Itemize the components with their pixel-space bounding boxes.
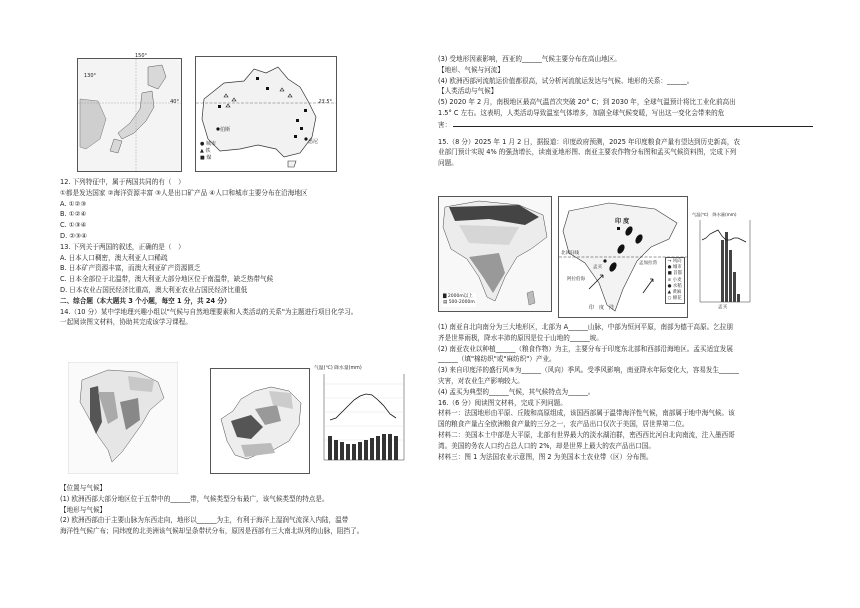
q15-questions (438, 322, 838, 462)
mumbai-label: 孟买 (718, 305, 728, 311)
australia-map-graphic (196, 57, 336, 171)
q15-part-3a: (3) 来自印度洋的盛行风⑤为______（风向）季风。受季风影响，南亚降水年际变化大，容易发生______ (438, 366, 739, 375)
sydney-label: 悉尼 (308, 139, 319, 145)
q13-option-a[interactable]: A. 日本人口稠密，澳大利亚人口稀疏 (60, 253, 168, 262)
q12-option-b[interactable]: B. ①②④ (60, 210, 87, 219)
q14-part-5c: 害： (438, 119, 838, 131)
q13-stem: 13. 下列关于两国的叙述，正确的是（ ） (60, 242, 185, 251)
legend-coal: ■ 煤 (200, 155, 212, 161)
japan-top-label: 150° (135, 53, 148, 59)
q14-continued (438, 54, 838, 169)
climate-axis-label: 气温(℃) 降水量(mm) (314, 366, 362, 371)
climate-graphic (312, 364, 414, 468)
answer-blank[interactable] (453, 119, 813, 127)
q16-material-3: 材料三：图 1 为法国农业示意图，图 2 为美国本土农业带（区）分布图。 (438, 452, 653, 461)
q16-material-2b: 湾。美国的务农人口约占总人口的 2%，却是世界上最大的农产品出口国。 (438, 441, 655, 450)
perth-label: 伯斯 (220, 127, 231, 133)
q16-material-1b: 国的粮食产量占全欧洲粮食产量的三分之一，农产品出口仅次于美国，居世界第二位。 (438, 420, 689, 429)
legend-iron: ▲ 铁 (200, 148, 211, 154)
q12-option-c[interactable]: C. ①③④ (60, 221, 87, 230)
q15-part-2b: ______（填"棉纺织"或"麻纺织"）产业。 (438, 355, 556, 364)
q14-text (60, 483, 430, 537)
europe-graphic (211, 369, 309, 473)
heading-terrain-river: 【地形、气候与河流】 (438, 65, 504, 74)
q12-items: ①都是发达国家 ②海洋资源丰富 ③人是出口矿产品 ④人口和城市主要分布在沿海地区 (60, 188, 308, 197)
label-tropic: 北回归线 (561, 251, 579, 256)
section-2-heading: 二、综合题（本大题共 3 个小题，每空 1 分，共 24 分） (60, 296, 231, 305)
north-america-map (68, 362, 178, 474)
australia-legend (200, 141, 216, 162)
label-ocean: 印 度 洋 (589, 305, 615, 311)
mumbai-climate-graphic (692, 210, 758, 316)
q14-stem-2: 一起阅读图文材料，协助其完成该学习课程。 (60, 318, 192, 327)
q14-part-2b: 海洋性气候广布；同纬度的北美洲该气候却呈条带状分布，原因是西部有三大南北纵列的山脉，阻挡了。 (60, 527, 364, 536)
q14-stem-1: 14.（10 分）某中学地理兴趣小组以"气候与自然地理要素和人类活动的关系"为主题进行项目化学习。 (60, 307, 358, 316)
q15-stem-2: 业部门预计实现 4% 的强劲增长，读南亚地形图、南亚主要农作物分布图和孟买气候资料图，完成下列 (438, 148, 737, 157)
q16-stem: 16.（6 分）阅读图文材料，完成下列问题。 (438, 398, 567, 407)
q14-part-5a: (5) 2020 年 2 月，南极地区最高气温首次突破 20° C；到 2030 年，全球气温预计将比工业化前高出 (438, 98, 736, 107)
q13-option-c[interactable]: C. 日本全部位于北温带，澳大利亚大部分地区位于南温带，缺乏热带气候 (60, 275, 274, 284)
q12-option-d[interactable]: D. ②③④ (60, 231, 88, 240)
q12-stem: 12. 下列特征中，属于两国共同的有（ ） (60, 178, 185, 186)
q15-part-2a: (2) 南亚农业以种植______（粮食作物）为主，主要分布于印度东北部和西部沿海地区。孟买适宜发展 (438, 344, 733, 353)
mumbai-climate-chart (692, 210, 758, 316)
label-bay: 孟加拉湾 (639, 261, 657, 266)
q15-part-1b: 齐是世界雨极，降水丰沛的原因是位于山地的______坡。 (438, 333, 603, 342)
q15-stem-3: 问题。 (438, 159, 458, 168)
label-arabian-sea: 阿拉伯海 (567, 277, 585, 282)
q13-option-b[interactable]: B. 日本矿产资源丰富，而澳大利亚矿产资源匮乏 (60, 264, 201, 273)
australia-map (195, 56, 337, 172)
q12-option-a[interactable]: A. ①②③ (60, 199, 87, 208)
heading-location-climate: 【位置与气候】 (60, 484, 107, 492)
q16-material-2a: 材料二：美国本土中部是大平原，北部有世界最大的淡水湖泊群，密西西比河自北向南流，注入墨西哥 (438, 430, 735, 439)
japan-map (77, 58, 182, 172)
q15-part-1a: (1) 南亚自北向南分为三大地形区，北部为 A______山脉，中部为恒河平原，南部为德干高原。乞拉朋 (438, 323, 733, 331)
q15-part-3b: 灾害，对农业生产影响较大。 (438, 376, 524, 385)
japan-lon-label: 130° (84, 73, 97, 79)
q12-block (60, 177, 430, 328)
south-asia-crop-map (558, 196, 688, 318)
q14-part-5b: 1.5° C 左右。这表明，人类活动导致温室气体增多，加剧全球气候变暖，写出这一变化会带来的危 (438, 108, 725, 117)
mumbai-axis-label: 气温(℃) 降水量(mm) (692, 212, 737, 217)
q16-material-1a: 材料一：法国地形由平原、丘陵和高原组成，该国西部属于温带海洋性气候，南部属于地中海气候。该 (438, 409, 735, 418)
q14-part-4: (4) 欧洲西部河流航运价值都很高，试分析河流航运发达与气候、地形的关系：______。 (438, 76, 694, 85)
label-india: 印 度 (615, 218, 630, 225)
japan-lat-label: 40° (170, 99, 179, 105)
label-mumbai: 孟买 (593, 265, 602, 270)
q15-stem-1: 15.（8 分）2025 年 1 月 2 日，据报道：印度政府预测，2025 年印度粮食产量有望达到历史新高，农 (438, 137, 741, 146)
north-america-graphic (68, 362, 178, 474)
south-asia-topo-map (438, 196, 552, 312)
europe-map (210, 368, 310, 474)
q14-part-2a: (2) 欧洲西部由于主要山脉为东西走向，地形以______为主，有利于海洋上湿润气流深入内陆，温带 (60, 516, 349, 525)
crop-legend: → 风向 ● 城市 ■ 首都 ≋ 小麦 ● 水稻 ▲ 黄麻 ○ 棉花 (665, 257, 685, 304)
q15-part-4: (4) 孟买为典型的______气候，其气候特点为______。 (438, 387, 595, 396)
heading-human-climate: 【人类活动与气候】 (438, 87, 498, 96)
tropic-label: 23.5° (318, 99, 332, 105)
climate-chart (312, 364, 414, 468)
legend-city: ● 城市 (200, 141, 216, 147)
q14-part-1: (1) 欧洲西部大部分地区位于五带中的______带，气候类型分布最广，该气候类型的特点是。 (60, 494, 329, 503)
topo-legend: ▇ 2000m以上 ▤ 500-2000m (443, 294, 475, 305)
q13-option-d[interactable]: D. 日本农业占国民经济比重高，澳大利亚农业占国民经济比重低 (60, 285, 248, 294)
q14-part-3: (3) 受地形因素影响，西亚的______气候主要分布在高山地区。 (438, 55, 621, 63)
heading-terrain-climate: 【地形与气候】 (60, 505, 107, 514)
